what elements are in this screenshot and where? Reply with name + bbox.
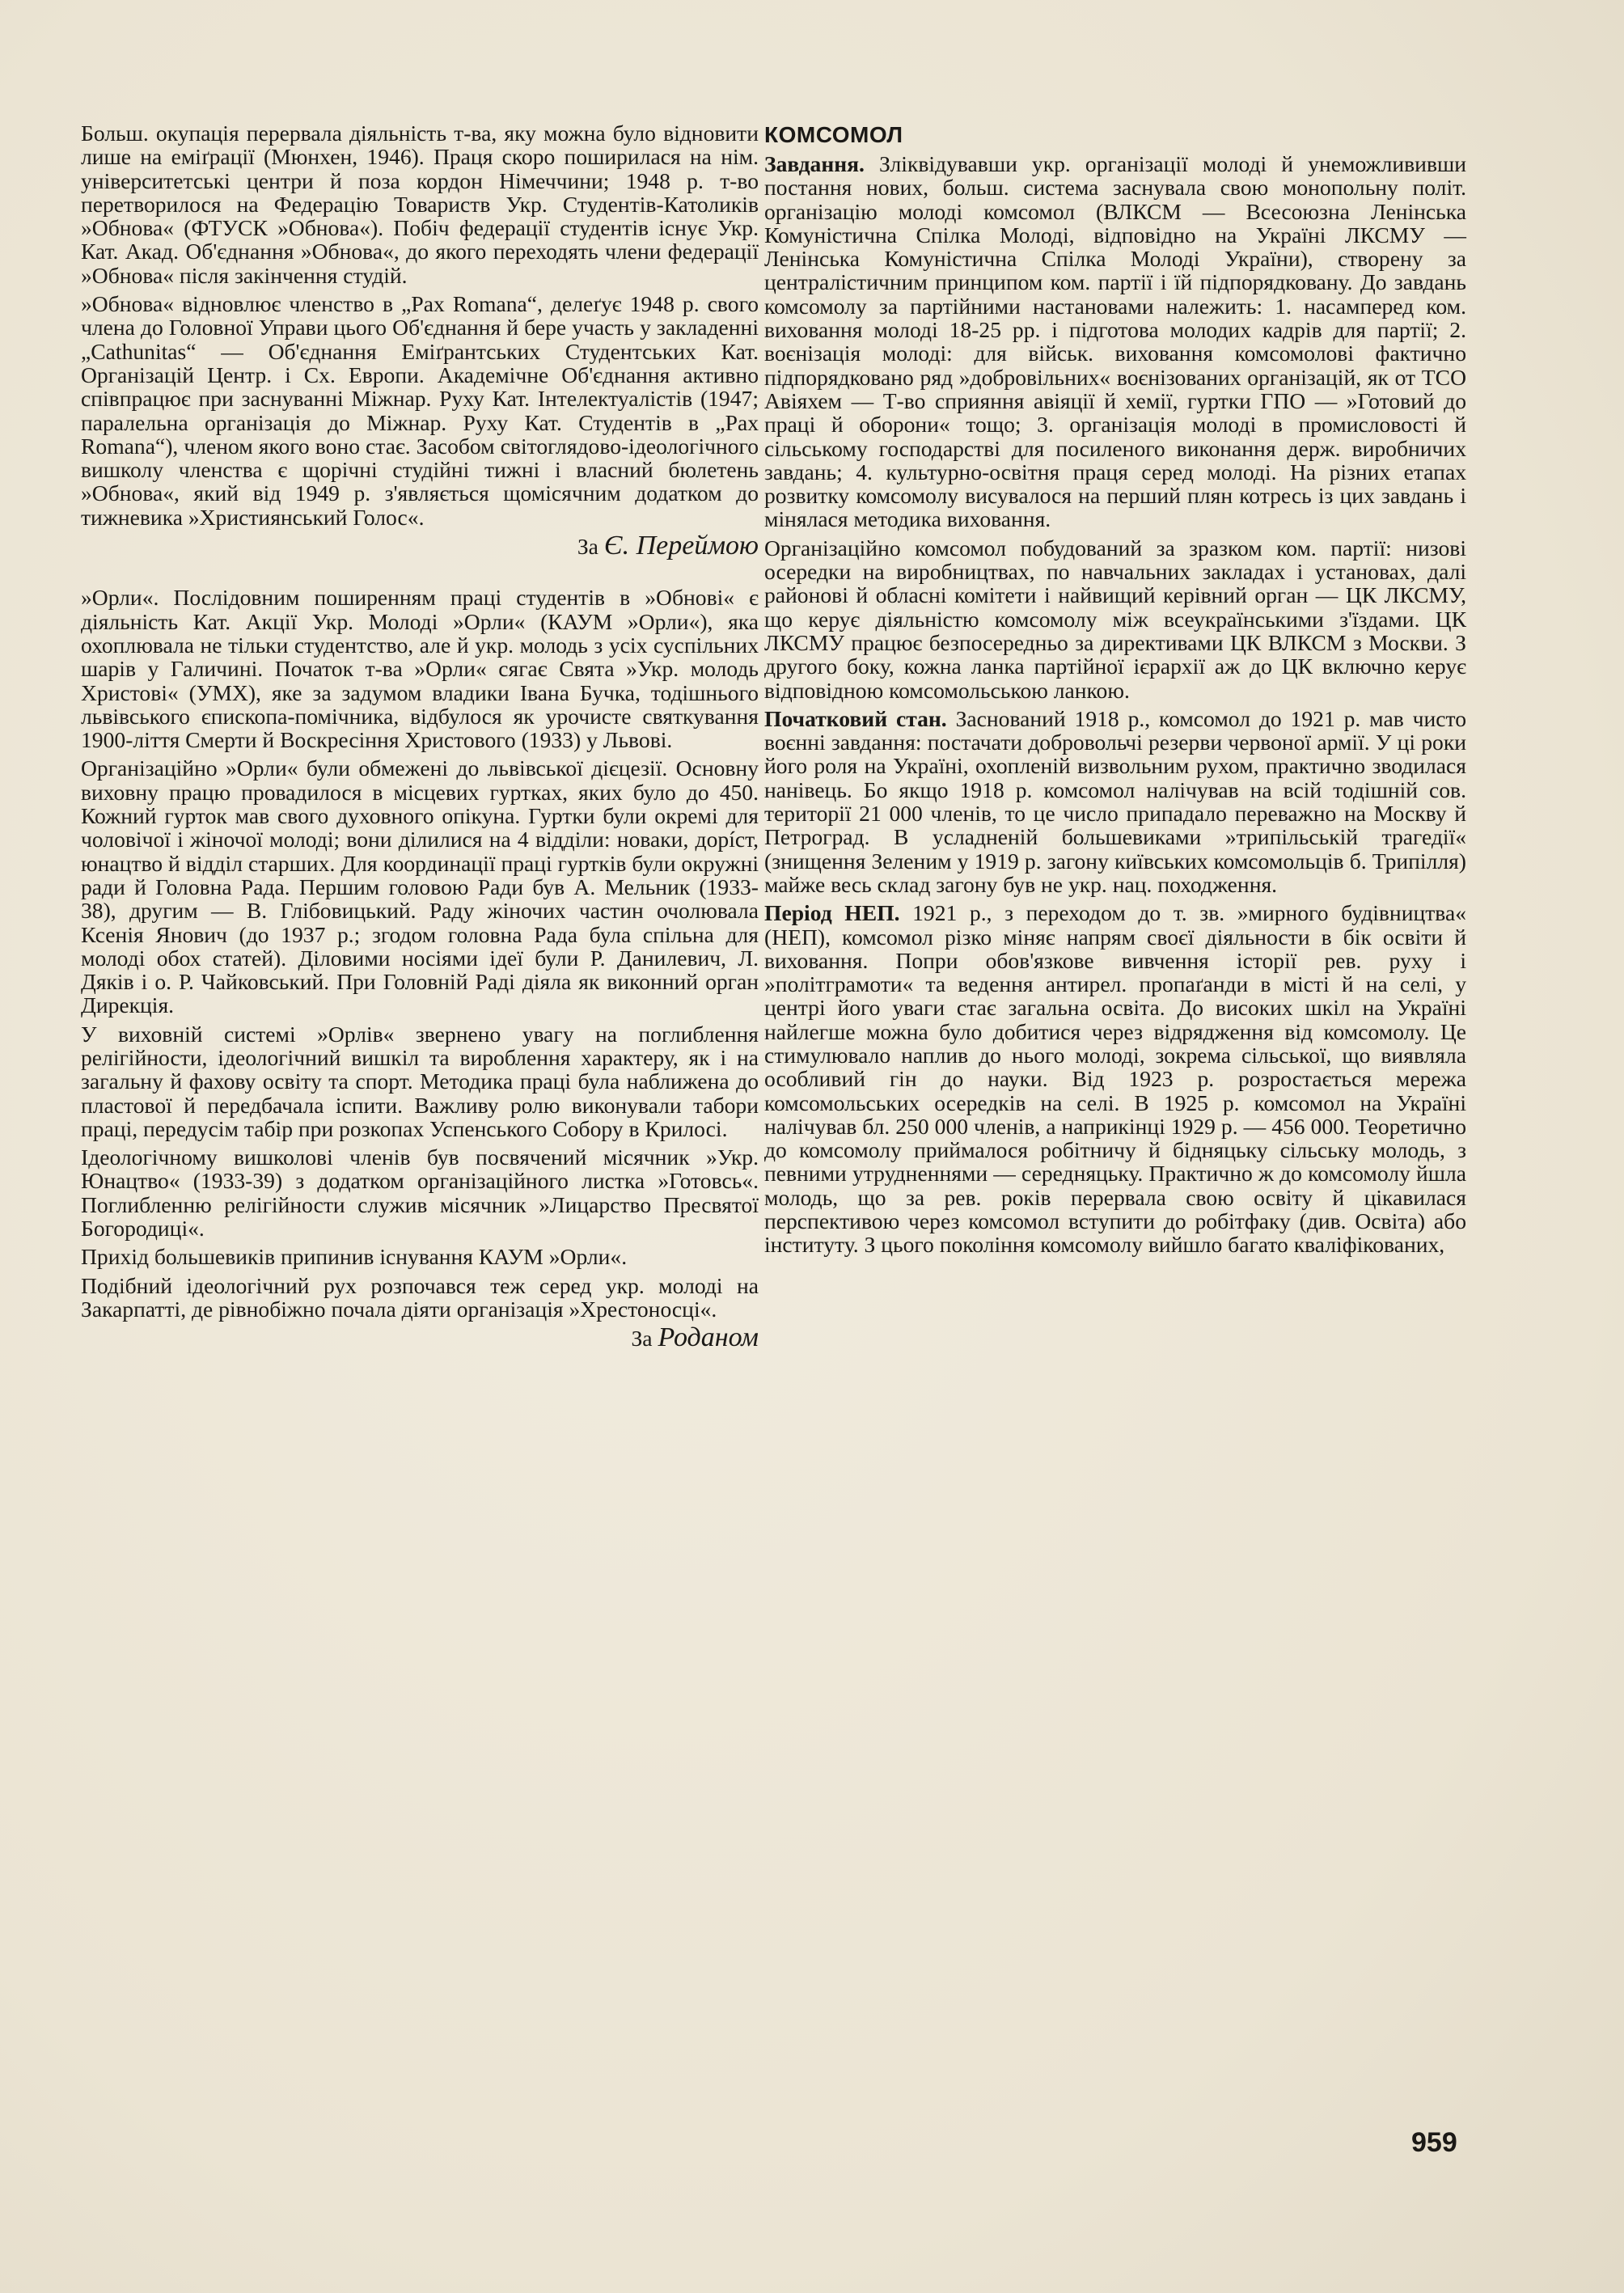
paragraph: Початковий стан. Заснований 1918 р., комсомол до 1921 р. мав чисто воєнні завдання: постачати добровольчі резерви червоної армії. У ці роки його роля на Україні, охопленій визвольним рухом, практично зводилася нанівець. Бо якщо 1918 р. комсомол налічував на всій тодішній сов. території 21 000 членів, то це число припадало переважно на Москву й Петроград. В усладненій большевиками »трипільській трагедії« (знищення Зеленим у 1919 р. загону київських комсомольців б. Трипілля) майже весь склад загону був не укр. нац. походження.	[764, 705, 1466, 897]
paragraph-lead: »Орли«.	[81, 585, 159, 611]
paragraph-lead: Період НЕП.	[764, 900, 900, 926]
left-column	[81, 121, 759, 1356]
signature-prefix: За	[577, 534, 598, 560]
section-heading: КОМСОМОЛ	[764, 122, 903, 147]
right-column	[764, 121, 1466, 1262]
paragraph-lead: Завдання.	[764, 151, 865, 176]
paragraph-lead: Початковий стан.	[764, 705, 947, 731]
page-number: 959	[1411, 2127, 1457, 2158]
paragraph: Період НЕП. 1921 р., з переходом до т. зв. »мирного будівництва« (НЕП), комсомол різко міняє напрям своєї діяльности в бік освіти й виховання. Попри обов'язкове вивчення історії рев. руху і »політграмоти« та ведення антирел. пропаґанди в місті й на селі, у центрі його уваги стає загальна освіта. До високих шкіл на Україні найлегше можна було добитися через відрядження від комсомолу. Це стимулювало наплив до нього молоді, зокрема сільської, що виявляла особливий гін до науки. Від 1923 р. розростається мережа комсомольських осередків на селі. В 1925 р. комсомол на Україні налічував бл. 250 000 членів, а наприкінці 1929 р. — 456 000. Теоретично до комсомолу приймалося робітничу й бідняцьку сільську молодь, з певними утрудненнями — середняцьку. Практично ж до комсомолу йшла молодь, що за рев. років перервала свою освіту й цікавилася перспективою через комсомол вступити до робітфаку (див. Освіта) або інституту. З цього покоління комсомолу вийшло багато кваліфікованих,	[764, 900, 1466, 1258]
author-signature	[81, 1322, 759, 1353]
author-signature	[81, 531, 759, 561]
paragraph: Прихід большевиків припинив існування КАУМ »Орли«.	[81, 1244, 628, 1270]
paragraph: »Орли«. Послідовним поширенням праці студентів в »Обнові« є діяльність Кат. Акції Укр. Молоді »Орли« (КАУМ »Орли«), яка охоплювала не тільки студентство, але й укр. молодь з усіх суспільних шарів у Галичині. Початок т-ва »Орли« сягає Свята »Укр. молодь Христові« (УМХ), яке за задумом владики Івана Бучка, тодішнього львівського єпископа-помічника, відбулося як урочисте святкування 1900-ліття Смерти й Воскресіння Христового (1933) у Львові.	[81, 585, 759, 753]
paragraph: Ідеологічному вишколові членів був посвячений місячник »Укр. Юнацтво« (1933-39) з додатком організаційного листка »Готовсь«. Поглибленню релігійности служив місячник »Лицарство Пресвятої Богородиці«.	[81, 1144, 759, 1242]
signature-name: Є. Переймою	[603, 531, 759, 561]
paragraph: Больш. окупація перервала діяльність т-ва, яку можна було відновити лише на еміґрації (Мюнхен, 1946). Праця скоро поширилася на нім. університетські центри й поза кордон Німеччини; 1948 р. т-во перетворилося на Федерацію Товариств Укр. Студентів-Католиків »Обнова« (ФТУСК »Обнова«). Побіч федерації студентів існує Укр. Кат. Акад. Об'єднання »Обнова«, до якого переходять члени федерації »Обнова« після закінчення студій.	[81, 121, 759, 288]
signature-name: Роданом	[658, 1322, 759, 1353]
paragraph: Організаційно »Орли« були обмежені до львівської дієцезії. Основну виховну працю провадилося в місцевих гуртках, яких було до 450. Кожний гурток мав свого духовного опікуна. Гуртки були окремі для чоловічої і жіночої молоді; вони ділилися на 4 відділи: новаки, дорíст, юнацтво й відділ старших. Для координації праці гуртків були окружні ради й Головна Рада. Першим головою Ради був А. Мельник (1933-38), другим — В. Глібовицький. Раду жіночих частин очолювала Ксенія Янович (до 1937 р.; згодом головна Рада була спільна для молоді обох статей). Діловими носіями ідеї були Р. Данилевич, Л. Дяків і о. Р. Чайковський. При Головній Раді діяла як виконний орган Дирекція.	[81, 755, 759, 1018]
paragraph: У виховній системі »Орлів« звернено увагу на поглиблення релігійности, ідеологічний вишкіл та вироблення характеру, як і на загальну й фахову освіту та спорт. Методика праці була наближена до пластової й передбачала іспити. Важливу ролю виконували табори праці, передусім табір при розкопах Успенського Собору в Крилосі.	[81, 1021, 759, 1141]
signature-prefix: За	[631, 1326, 653, 1352]
paragraph: »Обнова« відновлює членство в „Pax Romana“, делеґує 1948 р. свого члена до Головної Управи цього Об'єднання й бере участь у закладенні „Cathunitas“ — Об'єднання Еміґрантських Студентських Кат. Організацій Центр. і Сх. Европи. Академічне Об'єднання активно співпрацює при заснуванні Міжнар. Руху Кат. Інтелектуалістів (1947; паралельна організація до Міжнар. Руху Кат. Студентів в „Pax Romana“), членом якого воно стає. Засобом світоглядово-ідеологічного вишколу членства є щорічні студійні тижні і власний бюлетень »Обнова«, який від 1949 р. з'являється щомісячним додатком до тижневика »Християнський Голос«.	[81, 291, 759, 530]
paragraph: Завдання. Зліквідувавши укр. організації молоді й унеможлививши постання нових, больш. система заснувала свою монопольну політ. організацію молоді комсомол (ВЛКСМ — Всесоюзна Ленінська Комуністична Спілка Молоді, відповідно на Україні ЛКСМУ — Ленінська Комуністична Спілка Молоді України), створену за централістичним принципом ком. партії і їй підпорядковану. До завдань комсомолу за партійними настановами належить: 1. насамперед ком. виховання молоді 18-25 рр. і підготова молодих кадрів для партії; 2. воєнізація молоді: для військ. виховання комсомолові фактично підпорядковано ряд »добровільних« воєнізованих організацій, як от ТСО Авіяхем — Т-во сприяння авіяції й хемії, гуртки ГПО — »Готовий до праці й оборони« тощо; 3. організація молоді в промисловості й сільському господарстві для посиленого виконання держ. виробничих завдань; 4. культурно-освітня праця серед молоді. На різних етапах розвитку комсомолу висувалося на перший плян котресь із цих завдань і мінялася методика виховання.	[764, 151, 1466, 532]
paragraph: Подібний ідеологічний рух розпочався теж серед укр. молоді на Закарпатті, де рівнобіжно почала діяти організація »Хрестоносці«.	[81, 1272, 759, 1322]
paragraph: Організаційно комсомол побудований за зразком ком. партії: низові осередки на виробництвах, по навчальних закладах і установах, далі районові й обласні комітети і найвищий керівний орган — ЦК ЛКСМУ, що керує діяльністю комсомолу між всеукраїнськими з'їздами. ЦК ЛКСМУ працює безпосередньо за директивами ЦК ВЛКСМ з Москви. З другого боку, кожна ланка партійної ієрархії аж до ЦК включно керує відповідною комсомольською ланкою.	[764, 535, 1466, 703]
